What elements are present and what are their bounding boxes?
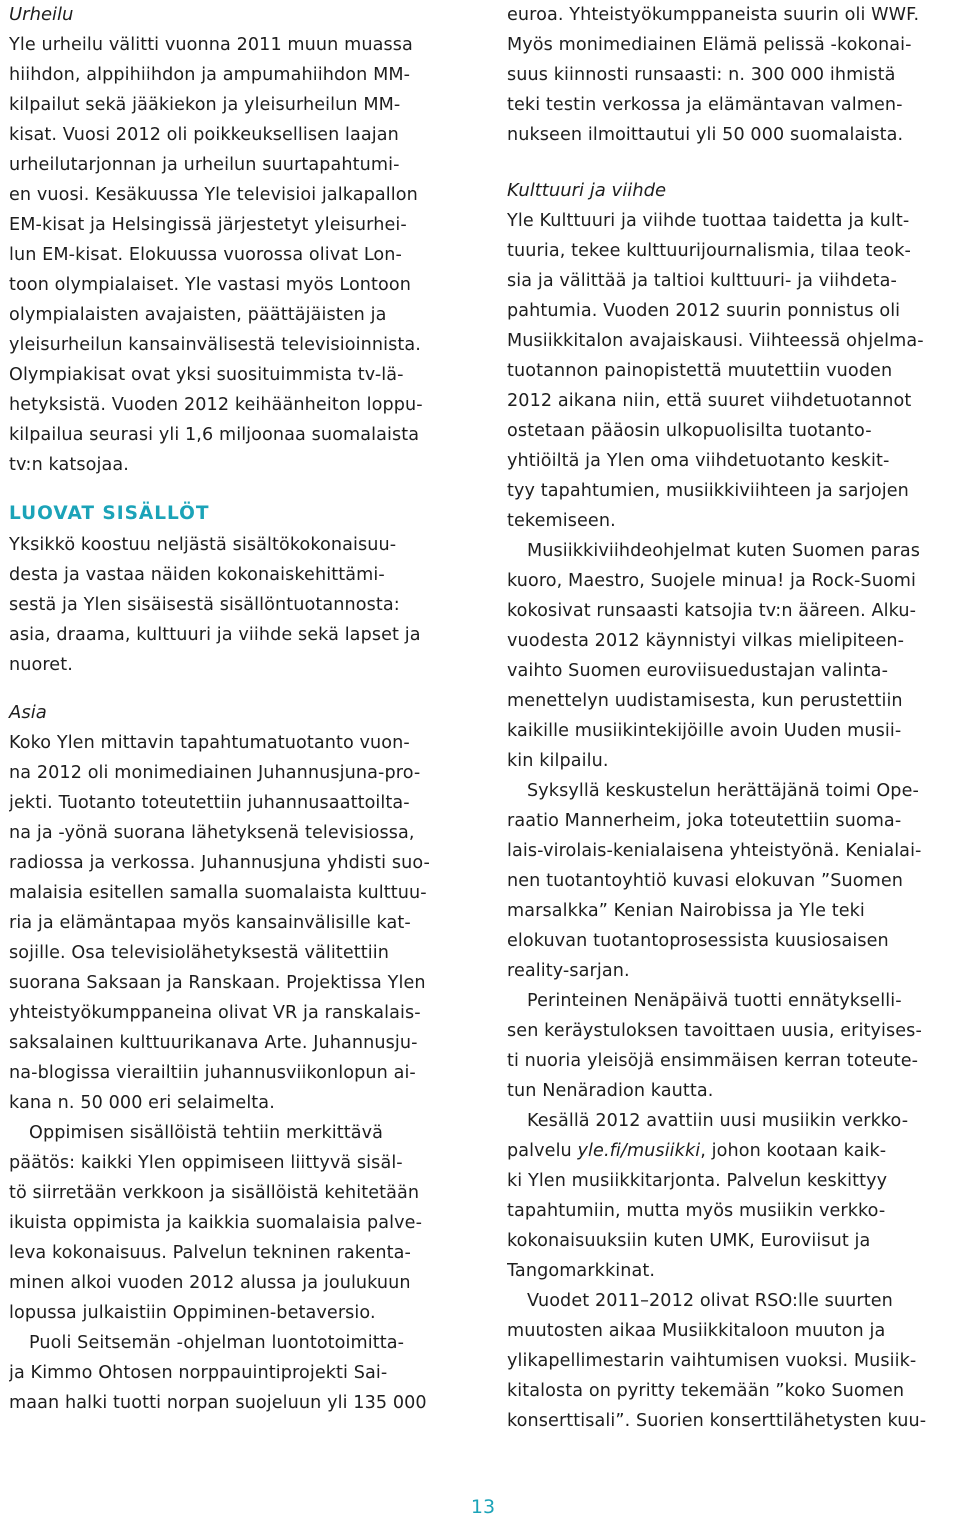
- text-line: marsalkka” Kenian Nairobissa ja Yle teki: [507, 901, 865, 921]
- urheilu-paragraph: [9, 30, 461, 480]
- text-line: Koko Ylen mittavin tapahtumatuotanto vuon-: [9, 733, 410, 753]
- text-line: nen tuotantoyhtiö kuvasi elokuvan ”Suomen: [507, 871, 903, 891]
- text-line: tekemiseen.: [507, 511, 616, 531]
- text-line: tuuria, tekee kulttuurijournalismia, tilaa teok-: [507, 241, 911, 261]
- text-line: saksalainen kulttuurikanava Arte. Juhannusju-: [9, 1033, 418, 1053]
- text-line: leva kokonaisuus. Palvelun tekninen rakenta-: [9, 1243, 411, 1263]
- kulttuuri-paragraph-5: [507, 1106, 955, 1286]
- heading-asia: Asia: [9, 702, 47, 723]
- text-line: lun EM-kisat. Elokuussa vuorossa olivat Lon-: [9, 245, 402, 265]
- text-line: Perinteinen Nenäpäivä tuotti ennätykselli-: [527, 991, 902, 1011]
- text-line: urheilutarjonnan ja urheilun suurtapahtumi-: [9, 155, 400, 175]
- text-line: kitalosta on pyritty tekemään ”koko Suomen: [507, 1381, 905, 1401]
- text-line: Olympiakisat ovat yksi suosituimmista tv-lä-: [9, 365, 404, 385]
- text-line: Puoli Seitsemän -ohjelman luontotoimitta-: [29, 1333, 405, 1353]
- text-line: kilpailut sekä jääkiekon ja yleisurheilun MM-: [9, 95, 401, 115]
- text-line: na ja -yönä suorana lähetyksenä televisiossa,: [9, 823, 415, 843]
- text-line: tapahtumiin, mutta myös musiikin verkko-: [507, 1201, 886, 1221]
- kulttuuri-paragraph-6: [507, 1286, 955, 1436]
- text-line: yhteistyökumppaneina olivat VR ja ranskalais-: [9, 1003, 421, 1023]
- text-line: ria ja elämäntapaa myös kansainvälisille kat-: [9, 913, 411, 933]
- luovat-paragraph: [9, 530, 461, 680]
- text-fragment: , johon kootaan kaik-: [700, 1141, 887, 1161]
- asia-paragraph-1: [9, 728, 461, 1118]
- text-line: toon olympialaiset. Yle vastasi myös Lontoon: [9, 275, 412, 295]
- asia-paragraph-3: [9, 1328, 461, 1418]
- kulttuuri-paragraph-1: [507, 206, 955, 536]
- heading-kulttuuri-ja-viihde: Kulttuuri ja viihde: [507, 180, 667, 201]
- text-line: raatio Mannerheim, joka toteutettiin suoma-: [507, 811, 902, 831]
- text-line: Musiikkiviihdeohjelmat kuten Suomen paras: [527, 541, 921, 561]
- text-line: suus kiinnosti runsaasti: n. 300 000 ihmistä: [507, 65, 896, 85]
- text-line: ostetaan pääosin ulkopuolisilta tuotanto-: [507, 421, 872, 441]
- continued-paragraph: [507, 0, 955, 150]
- text-line: 2012 aikana niin, että suuret viihdetuotannot: [507, 391, 912, 411]
- text-line: tuotannon painopistettä muutettiin vuoden: [507, 361, 893, 381]
- text-line: Yksikkö koostuu neljästä sisältökokonaisuu-: [9, 535, 397, 555]
- text-line: kisat. Vuosi 2012 oli poikkeuksellisen laajan: [9, 125, 399, 145]
- text-line: kaikille musiikintekijöille avoin Uuden musii-: [507, 721, 902, 741]
- text-line: euroa. Yhteistyökumppaneista suurin oli WWF.: [507, 5, 920, 25]
- text-line: Yle urheilu välitti vuonna 2011 muun muassa: [9, 35, 413, 55]
- text-line: na-blogissa vierailtiin juhannusviikonlopun ai-: [9, 1063, 416, 1083]
- text-line: radiossa ja verkossa. Juhannusjuna yhdisti suo-: [9, 853, 430, 873]
- page-number: 13: [470, 1496, 496, 1518]
- left-column: [9, 0, 461, 1418]
- text-line: minen alkoi vuoden 2012 alussa ja joulukuun: [9, 1273, 411, 1293]
- text-line: Kesällä 2012 avattiin uusi musiikin verkko-: [527, 1111, 909, 1131]
- text-line: yhtiöiltä ja Ylen oma viihdetuotanto keskit-: [507, 451, 890, 471]
- text-line: Myös monimediainen Elämä pelissä -kokonai-: [507, 35, 912, 55]
- text-line: konserttisali”. Suorien konserttilähetysten kuu-: [507, 1411, 927, 1431]
- text-fragment: palvelu: [507, 1141, 578, 1161]
- text-line: olympialaisten avajaisten, päättäjäisten ja: [9, 305, 387, 325]
- text-line: suorana Saksaan ja Ranskaan. Projektissa Ylen: [9, 973, 426, 993]
- text-line: kana n. 50 000 eri selaimelta.: [9, 1093, 275, 1113]
- kulttuuri-paragraph-4: [507, 986, 955, 1106]
- heading-luovat-sisallot: LUOVAT SISÄLLÖT: [9, 503, 210, 524]
- text-line: ti nuoria yleisöjä ensimmäisen kerran toteute-: [507, 1051, 919, 1071]
- text-line: tyy tapahtumien, musiikkiviihteen ja sarjojen: [507, 481, 909, 501]
- text-line: nukseen ilmoittautui yli 50 000 suomalaista.: [507, 125, 904, 145]
- asia-paragraph-2: [9, 1118, 461, 1328]
- text-line: kokonaisuuksiin kuten UMK, Euroviisut ja: [507, 1231, 871, 1251]
- text-line: tun Nenäradion kautta.: [507, 1081, 714, 1101]
- text-line: vuodesta 2012 käynnistyi vilkas mielipiteen-: [507, 631, 905, 651]
- text-line: na 2012 oli monimediainen Juhannusjuna-pro-: [9, 763, 421, 783]
- kulttuuri-paragraph-2: [507, 536, 955, 776]
- text-line: tö siirretään verkkoon ja sisällöistä kehitetään: [9, 1183, 420, 1203]
- text-line: reality-sarjan.: [507, 961, 630, 981]
- text-line: tv:n katsojaa.: [9, 455, 129, 475]
- text-line: Syksyllä keskustelun herättäjänä toimi Ope-: [527, 781, 919, 801]
- text-line: jekti. Tuotanto toteutettiin juhannusaattoilta-: [9, 793, 410, 813]
- text-line: malaisia esitellen samalla suomalaista kulttuu-: [9, 883, 427, 903]
- text-line: hetyksistä. Vuoden 2012 keihäänheiton loppu-: [9, 395, 423, 415]
- spacer: [9, 680, 461, 698]
- text-line: kin kilpailu.: [507, 751, 609, 771]
- text-line: menettelyn uudistamisesta, kun perustettiin: [507, 691, 903, 711]
- musiikki-url-link[interactable]: yle.fi/musiikki: [577, 1141, 701, 1161]
- text-line: sestä ja Ylen sisäisestä sisällöntuotannosta:: [9, 595, 400, 615]
- text-line: elokuvan tuotantoprosessista kuusiosaisen: [507, 931, 889, 951]
- text-line: ja Kimmo Ohtosen norppauintiprojekti Sai-: [9, 1363, 388, 1383]
- kulttuuri-paragraph-3: [507, 776, 955, 986]
- text-line: sia ja välittää ja taltioi kulttuuri- ja viihdeta-: [507, 271, 897, 291]
- text-line: kilpailua seurasi yli 1,6 miljoonaa suomalaista: [9, 425, 420, 445]
- text-line: [507, 1136, 955, 1166]
- heading-urheilu: Urheilu: [9, 4, 74, 25]
- text-line: hiihdon, alppihiihdon ja ampumahiihdon MM-: [9, 65, 411, 85]
- text-line: ki Ylen musiikkitarjonta. Palvelun keskittyy: [507, 1171, 888, 1191]
- text-line: Oppimisen sisällöistä tehtiin merkittävä: [29, 1123, 384, 1143]
- text-line: päätös: kaikki Ylen oppimiseen liittyvä sisäl-: [9, 1153, 403, 1173]
- text-line: muutosten aikaa Musiikkitaloon muuton ja: [507, 1321, 886, 1341]
- text-line: kuoro, Maestro, Suojele minua! ja Rock-Suomi: [507, 571, 917, 591]
- text-line: en vuosi. Kesäkuussa Yle televisioi jalkapallon: [9, 185, 418, 205]
- text-line: asia, draama, kulttuuri ja viihde sekä lapset ja: [9, 625, 421, 645]
- text-line: ikuista oppimista ja kaikkia suomalaisia palve-: [9, 1213, 423, 1233]
- text-line: lais-virolais-kenialaisena yhteistyönä. Kenialai-: [507, 841, 922, 861]
- spacer: [507, 150, 955, 176]
- text-line: kokosivat runsaasti katsojia tv:n ääreen. Alku-: [507, 601, 917, 621]
- text-line: yleisurheilun kansainvälisestä televisioinnista.: [9, 335, 421, 355]
- text-line: Vuodet 2011–2012 olivat RSO:lle suurten: [527, 1291, 893, 1311]
- text-line: ylikapellimestarin vaihtumisen vuoksi. Musiik-: [507, 1351, 917, 1371]
- text-line: vaihto Suomen euroviisuedustajan valinta-: [507, 661, 889, 681]
- text-line: maan halki tuotti norpan suojeluun yli 135 000: [9, 1393, 427, 1413]
- text-line: lopussa julkaistiin Oppiminen-betaversio.: [9, 1303, 376, 1323]
- text-line: pahtumia. Vuoden 2012 suurin ponnistus oli: [507, 301, 901, 321]
- text-line: Musiikkitalon avajaiskausi. Viihteessä ohjelma-: [507, 331, 924, 351]
- text-line: teki testin verkossa ja elämäntavan valmen-: [507, 95, 903, 115]
- paragraph-lines: [507, 1166, 955, 1286]
- text-line: Tangomarkkinat.: [507, 1261, 656, 1281]
- right-column: [507, 0, 955, 1436]
- text-line: sen keräystuloksen tavoittaen uusia, erityises-: [507, 1021, 922, 1041]
- text-line: nuoret.: [9, 655, 73, 675]
- text-line: desta ja vastaa näiden kokonaiskehittämi-: [9, 565, 385, 585]
- spacer: [9, 480, 461, 498]
- text-line: sojille. Osa televisiolähetyksestä välitettiin: [9, 943, 390, 963]
- text-line: EM-kisat ja Helsingissä järjestetyt yleisurhei-: [9, 215, 407, 235]
- text-line: Yle Kulttuuri ja viihde tuottaa taidetta ja kult-: [507, 211, 910, 231]
